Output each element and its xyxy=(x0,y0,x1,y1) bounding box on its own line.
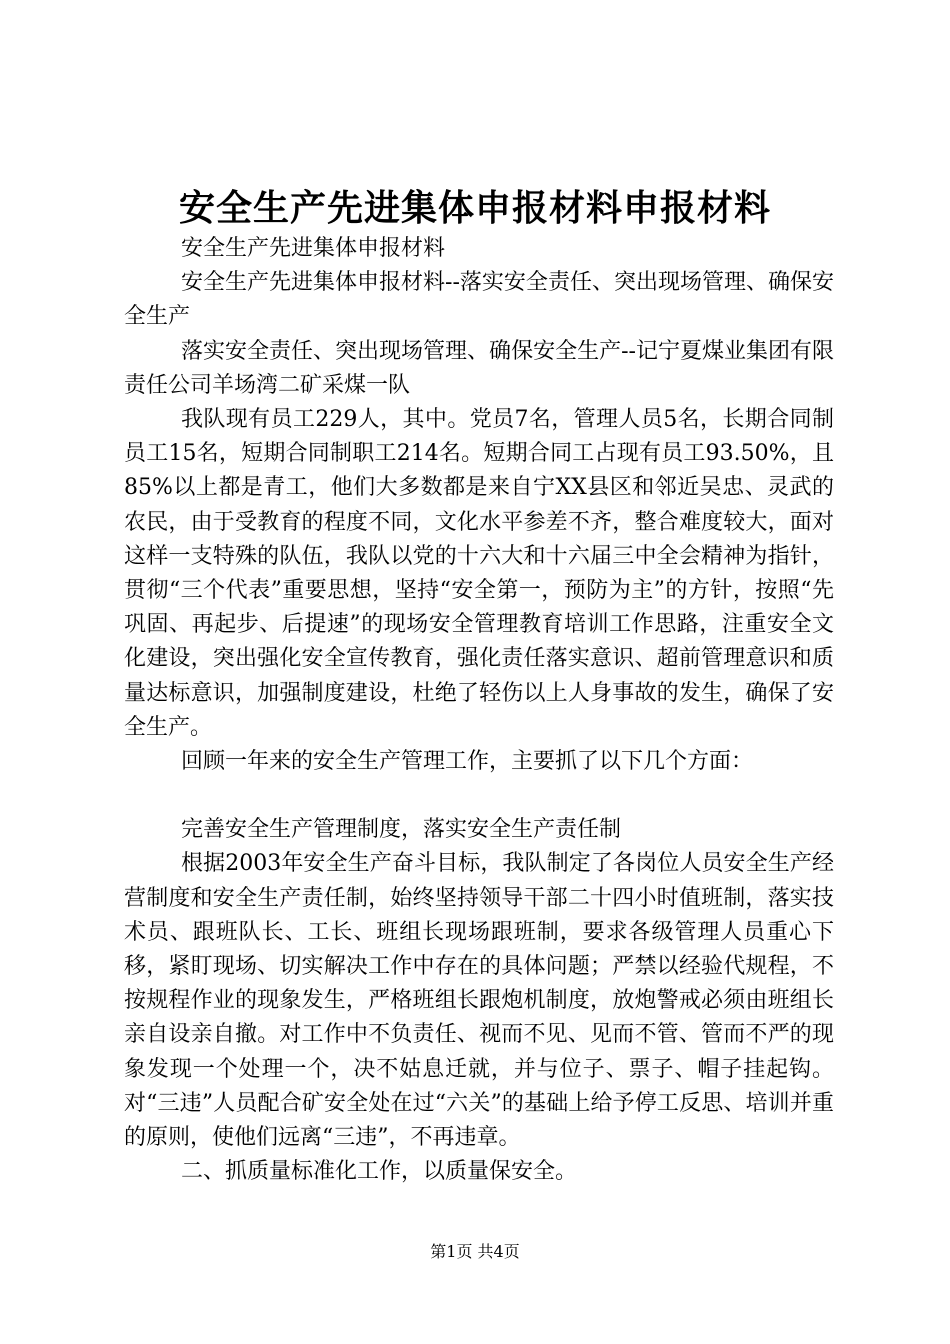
paragraph-spacer xyxy=(124,779,834,813)
paragraph-team-overview: 我队现有员工229人，其中。党员7名，管理人员5名，长期合同制员工15名，短期合同制职工214名。短期合同工占现有员工93.50%，且85%以上都是青工，他们大多数都是来自宁XX县区和邻近吴忠、灵武的农民，由于受教育的程度不同，文化水平参差不齐，整合难度较大，面对这样一支特殊的队伍，我队以党的十六大和十六届三中全会精神为指针，贯彻“三个代表”重要思想，坚持“安全第一，预防为主”的方针，按照“先巩固、再起步、后提速”的现场安全管理教育培训工作思路，注重安全文化建设，突出强化安全宣传教育，强化责任落实意识、超前管理意识和质量达标意识，加强制度建设，杜绝了轻伤以上人身事故的发生，确保了安全生产。 xyxy=(124,407,834,740)
section-heading-quality: 二、抓质量标准化工作，以质量保安全。 xyxy=(181,1159,578,1185)
paragraph-heading: 安全生产先进集体申报材料--落实安全责任、突出现场管理、确保安全生产 xyxy=(124,270,834,330)
paragraph-management-details: 根据2003年安全生产奋斗目标，我队制定了各岗位人员安全生产经营制度和安全生产责任制，始终坚持领导干部二十四小时值班制，落实技术员、跟班队长、工长、班组长现场跟班制，要求各级管理人员重心下移，紧盯现场、切实解决工作中存在的具体问题；严禁以经验代规程，不按规程作业的现象发生，严格班组长跟炮机制度，放炮警戒必须由班组长亲自设亲自撤。对工作中不负责任、视而不见、见而不管、管而不严的现象发现一个处理一个，决不姑息迁就，并与位子、票子、帽子挂起钩。对“三违”人员配合矿安全处在过“六关”的基础上给予停工反思、培训并重的原则，使他们远离“三违”，不再违章。 xyxy=(124,851,834,1151)
document-body xyxy=(124,232,834,1189)
section-heading-management: 完善安全生产管理制度，落实安全生产责任制 xyxy=(181,817,622,843)
document-title: 安全生产先进集体申报材料申报材料 xyxy=(178,187,771,229)
paragraph-subtitle: 安全生产先进集体申报材料 xyxy=(181,236,446,261)
page-footer: 第1页 共4页 xyxy=(430,1242,520,1261)
paragraph-review-intro: 回顾一年来的安全生产管理工作，主要抓了以下几个方面： xyxy=(181,749,754,775)
paragraph-report-title: 落实安全责任、突出现场管理、确保安全生产--记宁夏煤业集团有限责任公司羊场湾二矿采煤一队 xyxy=(124,338,834,398)
